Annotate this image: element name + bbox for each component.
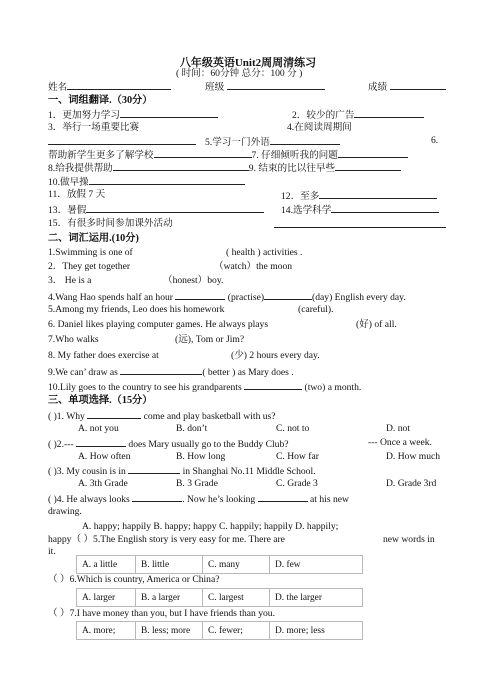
- item-4: 4.在阅读周期间: [287, 122, 352, 133]
- answer-blank[interactable]: [128, 464, 180, 474]
- option-c[interactable]: C. fewer;: [203, 622, 270, 640]
- mc-q3-option-b[interactable]: B. 3 Grade: [176, 478, 218, 489]
- answer-blank[interactable]: [244, 380, 302, 390]
- option-d[interactable]: D. few: [270, 556, 363, 574]
- item-15-blank: [274, 218, 446, 232]
- mc-q1-option-c[interactable]: C. not to: [276, 423, 310, 434]
- mc-q2-response: --- Once a week.: [368, 437, 432, 448]
- mc-q2-option-d[interactable]: D. How much: [386, 451, 441, 462]
- class-label: 班级: [205, 82, 225, 93]
- item-8: 8.给我提供帮助 9. 结束的比以往早些: [48, 161, 401, 175]
- mc-q2-option-b[interactable]: B. How long: [176, 451, 226, 462]
- option-b[interactable]: B. a larger: [136, 589, 203, 607]
- vocab-q2-hint: （watch）the moon: [214, 261, 293, 272]
- answer-blank[interactable]: [113, 161, 249, 171]
- mc-q1-stem: ( )1. Why come and play basketball with us?: [48, 411, 276, 422]
- section2-heading: 二、词汇运用.(10分): [48, 233, 139, 244]
- vocab-q3: 3． He is a: [48, 275, 92, 286]
- answer-blank[interactable]: [48, 135, 196, 145]
- item-2: 2．较少的广告: [292, 108, 424, 122]
- mc-q1-option-a[interactable]: A. not you: [78, 423, 119, 434]
- mc-q5-stem-cont: it.: [48, 546, 56, 557]
- mc-q4-options[interactable]: A. happy; happily B. happy; happy C. happily; happily D. happily;: [82, 521, 339, 532]
- mc-q1-option-b[interactable]: B. don’t: [176, 423, 208, 434]
- item-11: 11．放假 7 天: [48, 189, 106, 200]
- item-10: 10.做早操: [48, 175, 245, 189]
- mc-q7-options-table: [76, 621, 363, 640]
- answer-blank[interactable]: [175, 290, 225, 300]
- vocab-q8-hint: (少) 2 hours every day.: [231, 350, 320, 361]
- answer-blank[interactable]: [264, 290, 312, 300]
- class-field: [205, 80, 325, 94]
- item-5: 5.学习一门外语: [205, 135, 340, 149]
- answer-blank[interactable]: [87, 409, 141, 419]
- item-15: 15．有很多时间参加课外活动: [48, 218, 173, 229]
- answer-blank[interactable]: [154, 148, 252, 158]
- mc-q2-option-c[interactable]: C. How far: [276, 451, 319, 462]
- options-row: [77, 622, 363, 640]
- answer-blank[interactable]: [335, 161, 401, 171]
- answer-blank[interactable]: [319, 189, 437, 199]
- class-blank[interactable]: [227, 80, 325, 90]
- vocab-q2: 2．They get together: [48, 261, 131, 272]
- vocab-q10: 10.Lily goes to the country to see his grandparents (two) a month.: [48, 382, 362, 393]
- vocab-q8: 8. My father does exercise at: [48, 350, 159, 361]
- answer-blank[interactable]: [274, 218, 446, 228]
- answer-blank[interactable]: [86, 203, 264, 213]
- score-label: 成绩: [368, 82, 388, 93]
- mc-q3-option-c[interactable]: C. Grade 3: [276, 478, 318, 489]
- name-blank[interactable]: [67, 80, 171, 90]
- section3-heading: 三、单项选择.（15分）: [48, 395, 153, 406]
- mc-q7-stem: （ ）7.I have money than you, but I have friends than you.: [48, 608, 275, 619]
- item-13: 13．暑假: [48, 203, 264, 217]
- vocab-q5-hint: (careful).: [298, 304, 334, 315]
- item-6: 帮助新学生更多了解学校 7. 仔细倾听我的问题: [48, 148, 408, 162]
- options-row: [77, 556, 363, 574]
- option-b[interactable]: B. little: [136, 556, 203, 574]
- page-title: 八年级英语Unit2周周清练习: [179, 57, 317, 69]
- mc-q6-options-table: [76, 588, 363, 607]
- mc-q4-stem-cont: drawing.: [48, 506, 82, 517]
- score-field: [368, 80, 446, 94]
- answer-blank[interactable]: [331, 203, 439, 213]
- mc-q5-stem: happy（ ）5.The English story is very easy for me. There are: [48, 534, 285, 545]
- item-1: 1．更加努力学习: [48, 108, 218, 122]
- answer-blank[interactable]: [354, 108, 424, 118]
- item-3: 3．举行一场重要比赛: [48, 122, 140, 133]
- option-a[interactable]: A. larger: [77, 589, 136, 607]
- vocab-q7: 7.Who walks: [48, 334, 99, 345]
- vocab-q3-hint: （honest）boy.: [163, 275, 224, 286]
- option-a[interactable]: A. more;: [77, 622, 136, 640]
- mc-q6-stem: （ ）6.Which is country, America or China?: [48, 574, 220, 585]
- options-row: [77, 589, 363, 607]
- answer-blank[interactable]: [120, 108, 218, 118]
- mc-q5-options-table: [76, 555, 363, 574]
- vocab-q6: 6. Daniel likes playing computer games. He always plays: [48, 319, 269, 330]
- vocab-q5: 5.Among my friends, Leo does his homework: [48, 304, 225, 315]
- score-blank[interactable]: [390, 80, 446, 90]
- mc-q3-stem: ( )3. My cousin is in in Shanghai No.11 Middle School.: [48, 466, 316, 477]
- option-a[interactable]: A. a little: [77, 556, 136, 574]
- mc-q5-stem-end: new words in: [383, 534, 435, 545]
- mc-q1-option-d[interactable]: D. not: [386, 423, 410, 434]
- vocab-q6-hint: (好) of all.: [356, 319, 397, 330]
- item-4-blank-row: [48, 135, 196, 149]
- item-12: 12．至多: [281, 189, 437, 203]
- answer-blank[interactable]: [132, 492, 182, 502]
- option-d[interactable]: D. the larger: [270, 589, 363, 607]
- option-d[interactable]: D. more; less: [270, 622, 363, 640]
- option-c[interactable]: C. many: [203, 556, 270, 574]
- vocab-q1-hint: ( health ) activities .: [226, 247, 303, 258]
- vocab-q9: 9.We can’ draw as ( better ) as Mary does .: [48, 367, 294, 378]
- vocab-q7-hint: (远), Tom or Jim?: [175, 334, 245, 345]
- answer-blank[interactable]: [258, 492, 308, 502]
- answer-blank[interactable]: [89, 175, 245, 185]
- answer-blank[interactable]: [76, 437, 126, 447]
- page-subtitle: ( 时间：60分钟 总分：100 分 ): [176, 68, 303, 79]
- answer-blank[interactable]: [120, 365, 202, 375]
- vocab-q1: 1.Swimming is one of: [48, 247, 133, 258]
- mc-q3-option-d[interactable]: D. Grade 3rd: [386, 478, 437, 489]
- student-info-row: [48, 80, 171, 94]
- mc-q2-option-a[interactable]: A. How often: [78, 451, 131, 462]
- mc-q2-stem: ( )2.--- does Mary usually go to the Buddy Club?: [48, 439, 289, 450]
- vocab-q4: 4.Wang Hao spends half an hour (practise) (day) English every day.: [48, 292, 406, 303]
- mc-q3-option-a[interactable]: A. 3th Grade: [78, 478, 128, 489]
- answer-blank[interactable]: [270, 135, 340, 145]
- option-b[interactable]: B. less; more: [136, 622, 203, 640]
- mc-q4-stem: ( )4. He always looks . Now he’s looking at his new: [48, 494, 349, 505]
- answer-blank[interactable]: [338, 148, 408, 158]
- item-14: 14.选学科学: [281, 203, 439, 217]
- item-6-number: 6.: [431, 135, 439, 146]
- name-label: 姓名: [48, 82, 68, 93]
- section1-heading: 一、词组翻译.（30分）: [48, 95, 153, 106]
- option-c[interactable]: C. largest: [203, 589, 270, 607]
